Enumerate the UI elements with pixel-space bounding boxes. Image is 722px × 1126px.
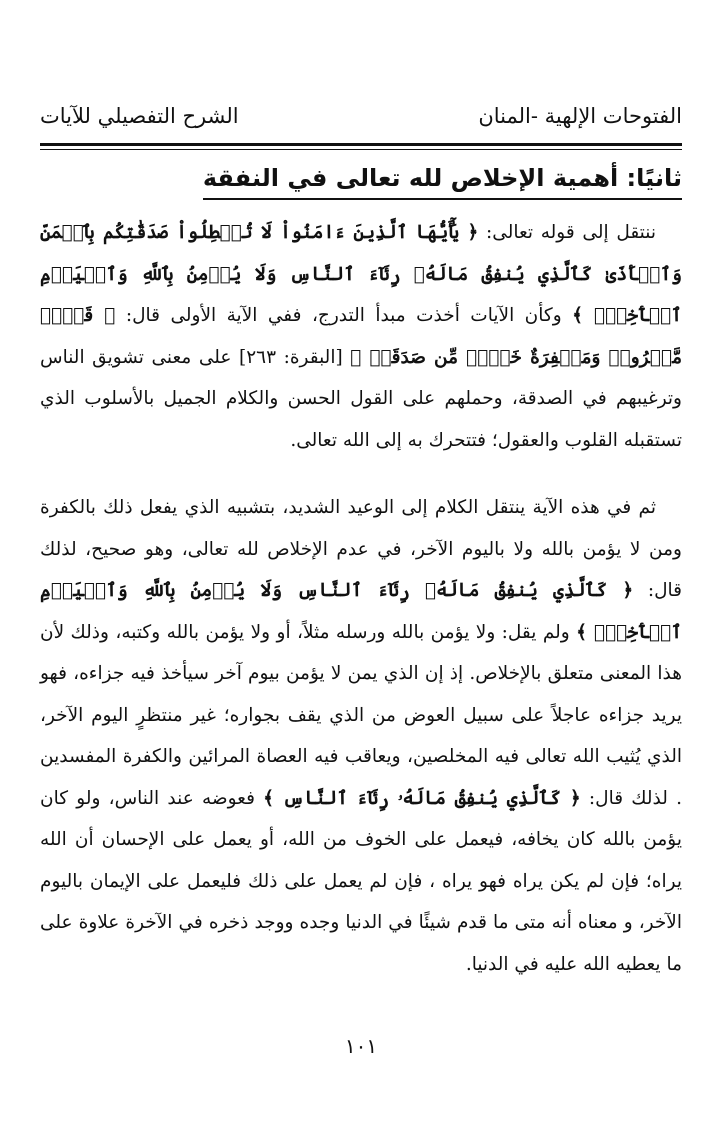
header-rule-thick [40, 143, 682, 146]
paragraph-2-text-2: ولم يقل: ولا يؤمن بالله ورسله مثلاً، أو ولا يؤمن بالله وكتبه، وذلك لأن هذا المعنى متعلق بالإخلاص. إذ إن الذي يمن لا يؤمن بيوم آخر سيأخذ فيه جزاءه، فهو يريد جزاءه عاجلاً على سبيل العوض من الذي يقف بجواره؛ غير منتظرٍ اليوم الآخر، الذي يُثيب الله تعالى فيه المخلصين، ويعاقب فيه العصاة المرائين والكفرة المفسدين . لذلك قال: [40, 621, 682, 809]
quran-verse: ﴿ كَٱلَّذِي يُنفِقُ مَالَهُۥ رِئَآءَ ٱلنَّاسِ ﴾ [263, 787, 581, 809]
paragraph-1-text-3: [البقرة: ٢٦٣] على معنى تشويق الناس وترغيبهم في الصدقة، وحملهم على القول الحسن والكلام الجميل بالأسلوب الذي تستقبله القلوب والعقول؛ فتتحرك به إلى الله تعالى. [40, 346, 682, 451]
chapter-title: الشرح التفصيلي للآيات [40, 104, 239, 128]
page-number: ١٠١ [344, 1034, 378, 1058]
quran-verse: ﴿ يَٰٓأَيُّهَا ٱلَّذِينَ ءَامَنُواْ لَا تُبۡطِلُواْ صَدَقَٰتِكُم بِٱلۡمَنِّ وَٱلۡأَذَىٰ كَٱلَّذِي يُنفِقُ مَالَهُۥ رِئَآءَ ٱلنَّاسِ وَلَا يُؤۡمِنُ بِٱللَّهِ وَٱلۡيَوۡمِ ٱلۡأٓخِرِۖ ﴾ [40, 222, 683, 326]
paragraph-1-text-1: ننتقل إلى قوله تعالى: [478, 222, 656, 243]
paragraph-1-text-2: وكأن الآيات أخذت مبدأ التدرج، ففي الآية الأولى قال: [115, 305, 573, 326]
body-text [40, 212, 682, 985]
header-rule-thin [40, 149, 682, 150]
quran-verse: ﴿ قَوۡلٞ مَّعۡرُوفٞ وَمَغۡفِرَةٌ خَيۡرٞ مِّن صَدَقَةٖ ﴾ [40, 305, 682, 368]
running-header [40, 88, 682, 128]
book-title: الفتوحات الإلهية -المنان [478, 104, 682, 128]
quran-verse: ﴿ كَٱلَّذِي يُنفِقُ مَالَهُۥ رِئَآءَ ٱلنَّاسِ وَلَا يُؤۡمِنُ بِٱللَّهِ وَٱلۡيَوۡمِ ٱلۡأٓخِرِۖ ﴾ [40, 580, 683, 643]
section-heading: ثانيًا: أهمية الإخلاص لله تعالى في النفقة [203, 160, 682, 200]
paragraph-1 [40, 212, 682, 461]
paragraph-2 [40, 487, 682, 985]
paragraph-2-text-1: ثم في هذه الآية ينتقل الكلام إلى الوعيد الشديد، بتشبيه الذي يفعل ذلك بالكفرة ومن لا يؤمن بالله ولا باليوم الآخر، في عدم الإخلاص لله تعالى، وهو صحيح، لذلك قال: [40, 497, 682, 601]
paragraph-2-text-3: فعوضه عند الناس، ولو كان يؤمن بالله كان يخافه، فيعمل على الخوف من الله، أو يعمل على الإحسان أن الله يراه؛ فإن لم يكن يراه فهو يراه ، فإن لم يعمل على ذلك فليعمل على الإيمان باليوم الآخر، و معناه أنه متى ما قدم شيئًا في الدنيا وجده ووجد ذخره في الآخرة علاوة على ما يعطيه الله عليه في الدنيا. [40, 787, 682, 975]
